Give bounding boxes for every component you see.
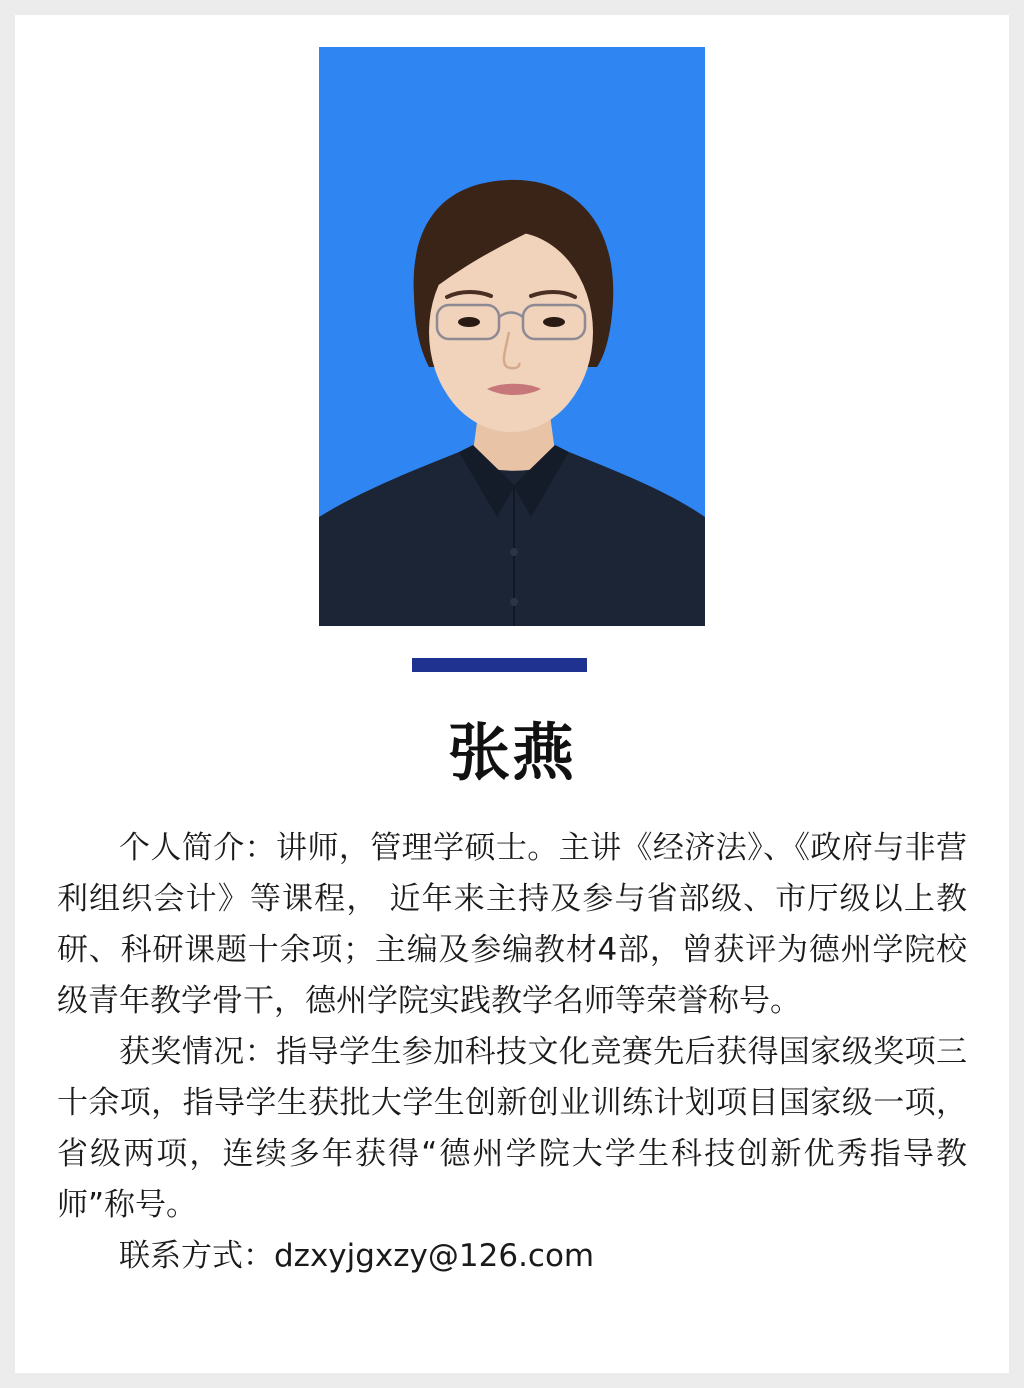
profile-card	[15, 15, 1009, 1373]
portrait-photo	[319, 47, 705, 626]
bio-section	[57, 823, 967, 1282]
person-name: 张燕	[447, 716, 576, 789]
bio-contact-paragraph: 联系方式：dzxyjgxzy@126.com	[119, 1238, 595, 1274]
accent-divider	[412, 658, 587, 672]
bio-intro-paragraph: 个人简介：讲师，管理学硕士。主讲《经济法》、《政府与非营利组织会计》等课程， 近年来主持及参与省部级、市厅级以上教研、科研课题十余项；主编及参编教材4部，曾获评为德州学院校级青年教学骨干，德州学院实践教学名师等荣誉称号。	[57, 830, 967, 1019]
portrait-illustration	[319, 47, 705, 626]
bio-awards-paragraph: 获奖情况：指导学生参加科技文化竞赛先后获得国家级奖项三十余项，指导学生获批大学生创新创业训练计划项目国家级一项，省级两项，连续多年获得“德州学院大学生科技创新优秀指导教师”称号。	[57, 1034, 967, 1223]
